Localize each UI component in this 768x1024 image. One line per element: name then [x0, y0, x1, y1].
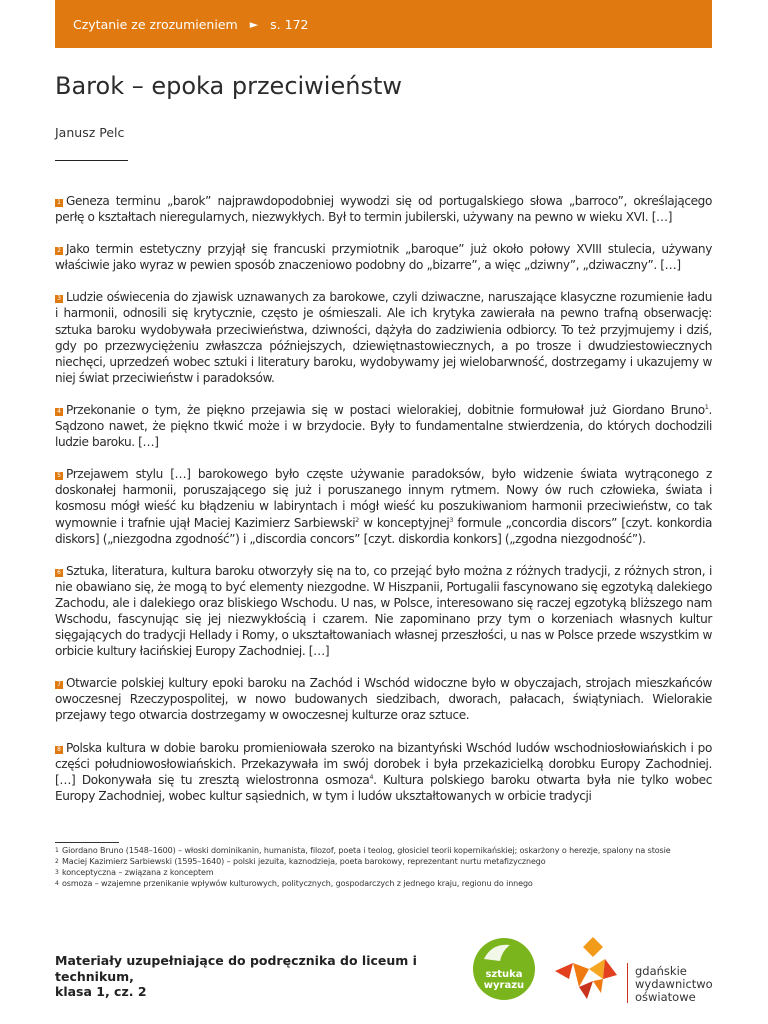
paragraph-number-badge: 4 [55, 408, 63, 416]
gwo-logo-text [635, 965, 713, 1004]
footnote-text: Maciej Kazimierz Sarbiewski (1595–1640) – polski jezuita, kaznodzieja, poeta barokowy, reprezentant nurtu metafizycznego [62, 857, 546, 866]
paragraph-number-badge: 8 [55, 746, 63, 754]
footnote-item [55, 845, 712, 856]
footer-line-2: klasa 1, cz. 2 [55, 984, 147, 999]
sw-logo-bottom: wyrazu [483, 980, 525, 991]
footnote-ref: 4 [369, 772, 374, 781]
footnote-item [55, 867, 712, 878]
paragraph-number-badge: 7 [55, 681, 63, 689]
footnote-number: 1 [55, 847, 59, 854]
paragraph [55, 193, 712, 225]
gwo-logo-mark [553, 935, 619, 1001]
footnote-text: konceptyczna – związana z konceptem [62, 868, 214, 877]
paragraph-text: Przekonanie o tym, że piękno przejawia się w postaci wielorakiej, dobitnie formułował już Giordano Bruno [66, 402, 705, 417]
paragraph-text: formule „concordia discors” [czyt. konkordia diskors] („niezgodna zgodność”) i „discordia concors” [czyt. diskordia konkors] („zgodna niezgodność”). [55, 515, 712, 546]
paragraph-text: Sztuka, literatura, kultura baroku otworzyły się na to, co przejąć było można z różnych tradycji, z różnych stron, i nie obawiano się, że mogą to być elementy niezgodne. W Hiszpanii, Portugalii fascynowano się egzotyką dalekiego Zachodu, ale i dalekiego oraz bliskiego Wschodu. U nas, w Polsce, interesowano się raczej egzotyką bliższego nam Wschodu, fascynując się jej niezwykłością i czarem. Nie zapominano przy tym o korzeniach własnych kultur sięgających do tradycji Hellady i Romy, o ukształtowaniach własnej przeszłości, u nas w Polsce przede wszystkim w orbicie kultury łacińskiej Europy Zachodniej. […] [55, 563, 712, 659]
paragraph-text: Geneza terminu „barok” najprawdopodobniej wywodzi się od portugalskiego słowa „barroco”, określającego perłę o kształtach nieregularnych, niezwykłych. Był to termin jubilerski, używany na pewno w wieku XVI. […] [55, 194, 712, 225]
footnote-number: 4 [55, 880, 59, 887]
footnote-ref: 1 [704, 402, 709, 411]
paragraph-text: w konceptyjnej [358, 515, 450, 530]
author-divider [55, 160, 128, 161]
paragraph [55, 563, 712, 660]
paragraph [55, 289, 712, 386]
footnote-item [55, 856, 712, 867]
paragraph-text: Przejawem stylu […] barokowego było częste używanie paradoksów, było widzenie świata wytrąconego z doskonałej harmonii, poruszającego się już i poruszanego innym rytmem. Nowy ów ruch człowieka, świata i kosmosu mógł wieść ku błądzeniu w labiryntach i mógł wieść ku poszukiwaniom harmonii przeciwieństw, co tak wymownie i trafnie ujął Maciej Kazimierz Sarbiewski [55, 467, 712, 530]
article-title: Barok – epoka przeciwieństw [55, 72, 402, 100]
gwo-line-1: gdańskie [635, 964, 687, 978]
section-header-bar [55, 0, 712, 48]
article-body [55, 193, 712, 820]
sztuka-wyrazu-logo [470, 937, 538, 1001]
paragraph-text: Jako termin estetyczny przyjął się francuski przymiotnik „baroque” już około połowy XVIII stulecia, używany właściwie jako wyraz w pewien sposób znaczeniowo podobny do „bizarre”, a więc „dziwny”, „dziwaczny”. […] [55, 242, 712, 273]
footer-publication-info [55, 953, 475, 1000]
section-title: Czytanie ze zrozumieniem [73, 16, 238, 32]
paragraph [55, 675, 712, 723]
footnotes [55, 845, 712, 889]
footer-line-1: Materiały uzupełniające do podręcznika do liceum i technikum, [55, 953, 417, 984]
paragraph-number-badge: 2 [55, 247, 63, 255]
paragraph-text: . Sądzono nawet, że piękno tkwić może i w brzydocie. Były to fundamentalne stwierdzenia, do których dochodzili ludzie baroku. […] [55, 402, 712, 450]
footnote-item [55, 878, 712, 889]
paragraph [55, 241, 712, 273]
footnote-ref: 2 [355, 515, 359, 524]
page-reference: s. 172 [270, 16, 309, 32]
footnote-text: Giordano Bruno (1548–1600) – włoski dominikanin, humanista, filozof, poeta i teolog, głosiciel teorii kopernikańskiej; oskarżony o herezje, spalony na stosie [62, 846, 671, 855]
paragraph [55, 402, 712, 450]
paragraph-number-badge: 1 [55, 199, 63, 207]
footnote-divider [55, 842, 119, 843]
paragraph [55, 740, 712, 804]
paragraph-text: Otwarcie polskiej kultury epoki baroku na Zachód i Wschód widoczne było w obyczajach, strojach mieszkańców owoczesnej Rzeczypospolitej, w nowo budowanych siedzibach, dworach, pałacach, świątyniach. Wielorakie przejawy tego otwarcia dostrzegamy w owoczesnej kulturze oraz sztuce. [55, 676, 712, 723]
paragraph [55, 466, 712, 546]
paragraph-number-badge: 5 [55, 472, 63, 480]
footnote-number: 3 [55, 869, 59, 876]
paragraph-number-badge: 6 [55, 569, 63, 577]
arrow-icon: ► [249, 17, 259, 31]
footnote-ref: 3 [449, 515, 454, 524]
gwo-line-3: oświatowe [635, 990, 696, 1004]
gwo-line-2: wydawnictwo [635, 977, 713, 991]
article-author: Janusz Pelc [55, 125, 125, 140]
footnote-number: 2 [55, 858, 59, 865]
paragraph-text: Ludzie oświecenia do zjawisk uznawanych za barokowe, czyli dziwaczne, naruszające klasyczne rozumienie ładu i harmonii, odnosili się krytycznie, często je ośmieszali. Ale ich krytyka zawierała na pewno trafną obserwację: sztuka baroku wydobywała przeciwieństwa, dziwności, dążyła do zadziwienia odbiorcy. To też przyjmujemy i dziś, gdy po przezwyciężeniu zwłaszcza późniejszych, dziewiętnastowiecznych, a po trosze i dwudziestowiecznych niechęci, uprzedzeń wobec sztuki i literatury baroku, wydobywamy jej wielobarwność, dostrzegamy i ukazujemy w niej świat przeciwieństw i paradoksów. [55, 290, 712, 385]
paragraph-text: . Kultura polskiego baroku otwarta była nie tylko wobec Europy Zachodniej, wobec kultur sąsiednich, w tym i ludów ukształtowanych w orbicie tradycji [55, 772, 712, 803]
gwo-divider [627, 963, 628, 1003]
sw-logo-top: sztuka [485, 969, 523, 980]
footnote-text: osmoza – wzajemne przenikanie wpływów kulturowych, politycznych, gospodarczych z jednego kraju, regionu do innego [62, 879, 533, 888]
paragraph-number-badge: 3 [55, 295, 63, 303]
paragraph-text: Polska kultura w dobie baroku promieniowała szeroko na bizantyński Wschód ludów wschodniosłowiańskich i po części południowosłowiańskich. Przekazywała im swój dorobek i była przekazicielką dorobku Europy Zachodniej. […] Dokonywała się tu zresztą wielostronna osmoza [55, 740, 712, 787]
